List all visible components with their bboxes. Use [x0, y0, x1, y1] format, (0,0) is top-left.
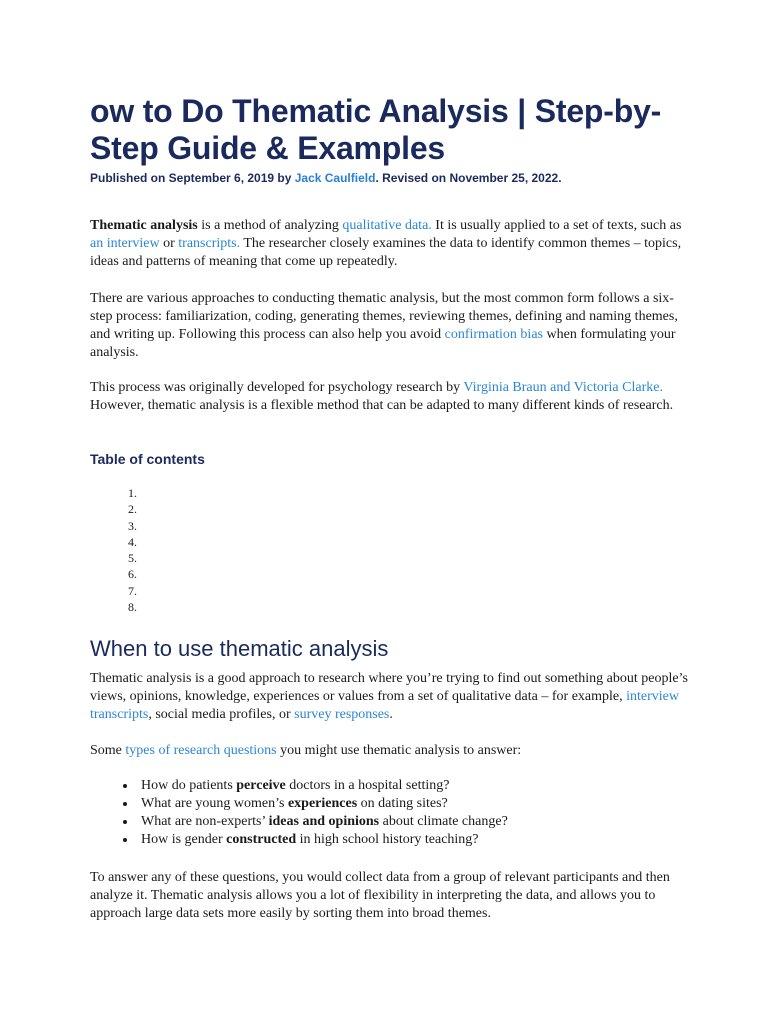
when-paragraph-3: To answer any of these questions, you would collect data from a group of relevant participants and then analyze it. Thematic analysis allows you a lot of flexibility in interpreting the data, and allows you to approach large data sets more easily by sorting them into broad themes.: [90, 870, 670, 921]
section-heading-when: When to use thematic analysis: [90, 636, 389, 661]
when-text: Some: [90, 743, 126, 758]
when-text: , social media profiles, or: [148, 707, 295, 722]
when-text: you might use thematic analysis to answer:: [276, 743, 522, 758]
confirmation-bias-link[interactable]: confirmation bias: [444, 327, 543, 342]
approaches-paragraph: [90, 290, 690, 362]
when-paragraph-1: [90, 670, 690, 724]
approaches-text: There are various approaches to conducting thematic analysis, but the most common form follows a six-step process: familiarization, coding, generating themes, reviewing themes, defining and naming themes, and writing up. Following this process can also help you avoid: [90, 291, 678, 342]
question-text: doctors in a hospital setting?: [285, 778, 450, 793]
table-of-contents: [90, 485, 140, 615]
interview-transcripts-link[interactable]: interview transcripts: [90, 689, 679, 722]
question-emphasis: perceive: [236, 778, 286, 793]
question-text: How is gender: [141, 832, 227, 847]
question-emphasis: constructed: [226, 832, 297, 847]
list-item: [137, 831, 737, 849]
publication-meta: [90, 171, 562, 185]
origin-text: This process was originally developed for psychology research by: [90, 380, 464, 395]
intro-text: The researcher closely examines the data to identify common themes – topics, ideas and patterns of meaning that come up repeatedly.: [90, 236, 682, 269]
intro-text: It is usually applied to a set of texts, such as: [431, 218, 682, 233]
when-paragraph-2: [90, 742, 690, 760]
origin-text: However, thematic analysis is a flexible method that can be adapted to many different kinds of research.: [90, 398, 674, 413]
list-item: [137, 777, 737, 795]
qualitative-data-link[interactable]: qualitative data.: [342, 218, 432, 233]
question-text: in high school history teaching?: [296, 832, 479, 847]
interview-link[interactable]: an interview: [90, 236, 160, 251]
survey-responses-link[interactable]: survey responses: [294, 707, 390, 722]
intro-text: or: [159, 236, 179, 251]
question-emphasis: experiences: [287, 796, 358, 811]
question-text: about climate change?: [379, 814, 508, 829]
revised-date: . Revised on November 25, 2022.: [375, 171, 562, 185]
question-text: What are non-experts’: [141, 814, 269, 829]
approaches-text: when formulating your analysis.: [90, 327, 676, 360]
braun-clarke-link[interactable]: Virginia Braun and Victoria Clarke.: [463, 380, 663, 395]
list-item: [137, 795, 737, 813]
research-questions-link[interactable]: types of research questions: [125, 743, 277, 758]
intro-paragraph: [90, 217, 690, 271]
published-date: Published on September 6, 2019 by: [90, 171, 295, 185]
author-link[interactable]: Jack Caulfield: [294, 171, 376, 185]
question-text: What are young women’s: [141, 796, 288, 811]
when-text: Thematic analysis is a good approach to research where you’re trying to find out something about people’s views, opinions, knowledge, experiences or values from a set of qualitative data – for example,: [90, 671, 688, 704]
list-item: [137, 813, 737, 831]
example-questions-list: [90, 777, 737, 849]
article-title: ow to Do Thematic Analysis | Step-by-Step Guide & Examples: [90, 93, 662, 166]
question-text: How do patients: [141, 778, 237, 793]
question-text: on dating sites?: [357, 796, 448, 811]
toc-heading: Table of contents: [90, 451, 205, 467]
origin-paragraph: [90, 379, 690, 415]
when-text: .: [389, 707, 393, 722]
question-emphasis: ideas and opinions: [268, 814, 380, 829]
intro-text: is a method of analyzing: [197, 218, 343, 233]
intro-term: Thematic analysis: [90, 218, 198, 233]
transcripts-link[interactable]: transcripts.: [178, 236, 241, 251]
